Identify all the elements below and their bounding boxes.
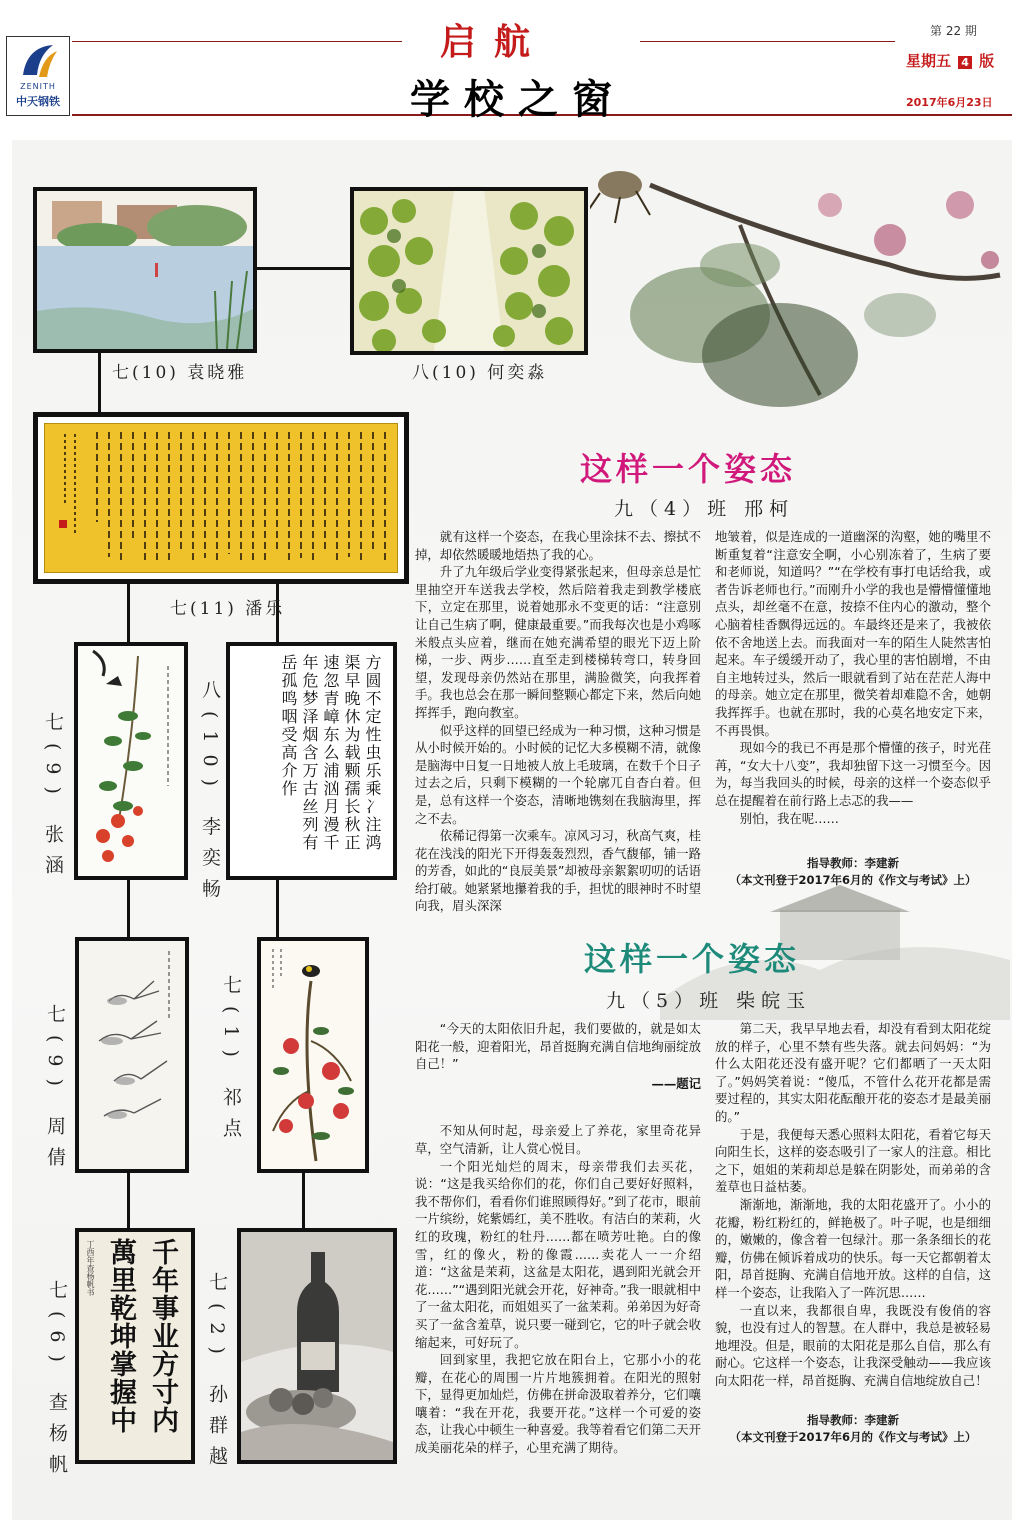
ink-flower-painting [590, 145, 1010, 435]
header-rule-left [72, 41, 402, 42]
issue-date: 2017年6月23日 [906, 96, 993, 109]
zenith-logo-icon [17, 41, 59, 81]
paper-name: 启航 [440, 21, 549, 63]
green-dots-image [354, 191, 584, 351]
epigraph: “今天的太阳依旧升起，我们要做的，就是如太阳花一般，迎着阳光，昂首挺胸充满自信地绚丽绽放自己！” [415, 1021, 701, 1072]
paragraph: 第二天，我早早地去看，却没有看到太阳花绽放的样子，心里不禁有些失落。就去问妈妈：“为什么太阳花还没有盛开呢？它们都晒了一天太阳了。”妈妈笑着说：“傻瓜，不管什么花开花都是需要过程的，其实太阳花酝酿开花的姿态才是最美丽的。” [715, 1021, 991, 1124]
couplet-right-line: 千年事业方寸内 [147, 1238, 178, 1434]
calligraphy-poem-text: 方圆不定性虫乐乘冫注鸿渠早晚休为载颗孺长秋正速忽青嶂东么浦汹月漫千年危梦泽烟含万古丝列有岳孤鸣咽受高介作 [279, 654, 382, 852]
artwork-green-forest [350, 187, 588, 355]
epigraph-tag: ——题记 [651, 1075, 701, 1091]
connector-line [127, 1166, 130, 1228]
article2-credits [715, 1412, 991, 1446]
artwork-flower-scroll [74, 642, 188, 880]
paragraph: 升了九年级后学业变得紧张起来，但母亲总是忙里抽空开车送我去学校，然后陪着我走到教学楼底下，立定在那里，说着她那永不变更的话：“注意别让自己生病了啊，健康最重要。”而我每次也是小鸡啄米般点头应着，继而在她充满希望的眼光下迈上阶梯，一步、两步……直至走到楼梯转弯口，转身回望，发现母亲仍然站在那里，满脸微笑，向我挥着手。我也总会在那一瞬间整颗心都定下来，然后向她挥挥手，跑向教室。 [415, 564, 701, 720]
artwork-caption: 七(10) 袁晓雅 [112, 363, 248, 383]
calligraphy-strokes-image [45, 424, 397, 572]
article2-column2 [715, 1020, 991, 1389]
paragraph: 一直以来，我都很自卑，我既没有俊俏的容貌，也没有过人的智慧。在人群中，我总是被轻易地埋没。但是，眼前的太阳花是那么自信，那么有耐心。它这样一个姿态，让我深受触动——我应该向太阳花一样，昂首挺胸、充满自信地绽放自己！ [715, 1302, 991, 1388]
article2-source: （本文刊登于2017年6月的《作文与考试》上） [729, 1430, 977, 1444]
artwork-caption: 七(2) 孙群越 [206, 1272, 228, 1477]
page-number-badge: 4 [958, 56, 972, 69]
article2-teacher: 指导教师：李建新 [807, 1413, 899, 1427]
artwork-still-life-sketch [237, 1228, 397, 1464]
paragraph: 现如今的我已不再是那个懵懂的孩子，时光荏苒，“女大十八变”，我却独留下这一习惯至今。因为，每当我回头的时候，母亲的这样一个姿态似乎总在提醒着在前行路上忐忑的我—— [715, 740, 991, 808]
artwork-caption: 八(10) 何奕淼 [412, 363, 548, 383]
still-life-pencil-image [241, 1232, 393, 1460]
couplet-signature: 丁酉年查杨帆书 [86, 1240, 95, 1296]
article2-column1 [415, 1020, 701, 1457]
paragraph: 渐渐地，渐渐地，我的太阳花盛开了。小小的花瓣，粉红粉红的，鲜艳极了。叶子呢，也是细细的，嫩嫩的，像含着一包绿汁。那一条条细长的花瓣，仿佛在倾诉着成功的快乐。每一天它都朝着太阳，昂首挺胸、充满自信地开放。这样的自信，这样一个姿态，让我陷入了一阵沉思…… [715, 1196, 991, 1300]
artwork-camellia-bird [257, 937, 369, 1173]
artwork-calligraphy-poem [226, 642, 397, 880]
artwork-couplet [75, 1228, 195, 1464]
article1-column1 [415, 528, 701, 915]
artwork-caption: 七(6) 查杨帆 [46, 1280, 68, 1485]
paragraph: 就有这样一个姿态，在我心里涂抹不去、擦拭不掉，却依然暖暖地焐热了我的心。 [415, 529, 701, 562]
logo-name: 中天钢铁 [16, 95, 60, 108]
article2-title: 这样一个姿态 [584, 940, 801, 978]
spacer [415, 1092, 701, 1122]
weekday: 星期五 [906, 52, 952, 70]
lake-watercolor-image [37, 191, 253, 349]
article1-byline: 九（4）班 邢柯 [614, 498, 795, 520]
artwork-shrimp-painting [75, 937, 189, 1173]
artwork-caption: 八(10) 李奕畅 [199, 680, 221, 910]
section-title: 学校之窗 [410, 76, 626, 123]
artwork-caption: 七(1) 祁点 [220, 975, 242, 1149]
article1-teacher: 指导教师：李建新 [807, 856, 899, 870]
article1-source: （本文刊登于2017年6月的《作文与考试》上） [729, 873, 977, 887]
paragraph: 不知从何时起，母亲爱上了养花，家里奇花异草，空气清新，让人赏心悦目。 [415, 1123, 701, 1156]
connector-line [252, 267, 352, 270]
connector-line [98, 349, 101, 413]
artwork-calligraphy-scroll [33, 412, 409, 584]
artwork-caption: 七(9) 周倩 [44, 1004, 66, 1178]
logo-subtitle: ZENITH [20, 82, 56, 91]
paragraph: 回到家里，我把它放在阳台上，它那小小的花瓣，在花心的周围一片片地簇拥着。在阳光的照射下，显得更加灿烂，仿佛在拼命汲取着养分，它们嚷嚷着：“我在开花，我要开花。”这样一个可爱的姿态，让我心中顿生一种喜爱。我等着看它们第二天开成美丽花朵的样子，心里充满了期待。 [415, 1352, 701, 1456]
article1-title: 这样一个姿态 [580, 450, 797, 488]
couplet-left-line: 萬里乾坤掌握中 [105, 1238, 136, 1434]
shrimp-ink-image [79, 941, 185, 1169]
zenith-logo [6, 36, 70, 116]
connector-line [127, 578, 130, 642]
header-rule-right [640, 41, 895, 42]
page-suffix: 版 [979, 52, 995, 70]
artwork-caption: 七(11) 潘乐 [170, 599, 286, 619]
weekday-page [906, 50, 994, 71]
paragraph: 似乎这样的回望已经成为一种习惯，这种习惯是从小时候开始的。小时候的记忆大多模糊不清，就像是脑海中日复一日地被人放上毛玻璃，在数千个日子过去之后，只剩下模糊的一个轮廓兀自杳白着。但是，总有这样一个姿态，清晰地镌刻在我脑海里，挥之不去。 [415, 722, 701, 826]
connector-line [276, 875, 279, 937]
artwork-lake-painting [33, 187, 257, 353]
issue-number: 第 22 期 [930, 24, 977, 38]
yellow-scroll [44, 423, 398, 573]
artwork-caption: 七(9) 张涵 [42, 712, 64, 886]
article1-column2 [715, 528, 991, 827]
connector-line [127, 875, 130, 937]
article2-byline: 九（5）班 柴皖玉 [606, 990, 812, 1012]
paragraph: 一个阳光灿烂的周末，母亲带我们去买花，说：“这是我买给你们的花，你们自己要好好照料，我不帮你们，看看你们谁照顾得好。”到了花市，眼前一片缤纷，姹紫嫣红，美不胜收。有洁白的茉莉，火红的玫瑰，粉红的牡丹……都在喷芳吐艳。白的像雪，红的像火，粉的像霞……卖花人一一介绍道：“这盆是茉莉，这盆是太阳花，遇到阳光就会开花……”“遇到阳光就会开花，好神奇。”我一眼就相中了一盆太阳花，而姐姐买了一盆茉莉。弟弟因为好奇买了一盆含羞草，说只要一碰到它，它的叶子就会收缩起来，可好玩了。 [415, 1158, 701, 1350]
vine-flowers-image [78, 646, 184, 876]
paragraph: 地皱着，似是连成的一道幽深的沟壑，她的嘴里不断重复着“注意安全啊，小心别冻着了，生病了要和老师说，知道吗？”“在学校有事打电话给我，或者告诉老师也行。”而刚升小学的我也是懵懵懂懂地点头，却丝毫不在意，按捺不住内心的激动，整个心脑着桂香飘得远远的。车最终还是来了，我被依依不舍地送上去。而我面对一车的陌生人陡然害怕起来。车子缓缓开动了，我心里的害怕剧增，不由自主地转过头，然后一眼就看到了站在茫茫人海中的母亲。她立定在那里，微笑着却难隐不舍，她朝我挥挥手。也就在那时，我的心莫名地安定下来，不再畏惧。 [715, 529, 991, 738]
paragraph: 于是，我便每天悉心照料太阳花，看着它每天向阳生长，这样的姿态吸引了一家人的注意。相比之下，姐姐的茉莉却总是躲在阴影处，而弟弟的含羞草也日益枯萎。 [715, 1126, 991, 1195]
connector-line [302, 1166, 305, 1228]
camellia-bird-image [261, 941, 365, 1169]
paragraph: 别怕，我在呢…… [739, 810, 839, 826]
paragraph: 依稀记得第一次乘车。凉风习习，秋高气爽，桂花在浅浅的阳光下开得轰轰烈烈，香气馥郁，铺一路的芳香，如此的“良辰美景”却被母亲絮絮叨叨的话语给打破。她紧紧地攥着我的手，担忧的眼神时不时望向我，眉头深深 [415, 828, 701, 914]
article1-credits [715, 855, 991, 889]
